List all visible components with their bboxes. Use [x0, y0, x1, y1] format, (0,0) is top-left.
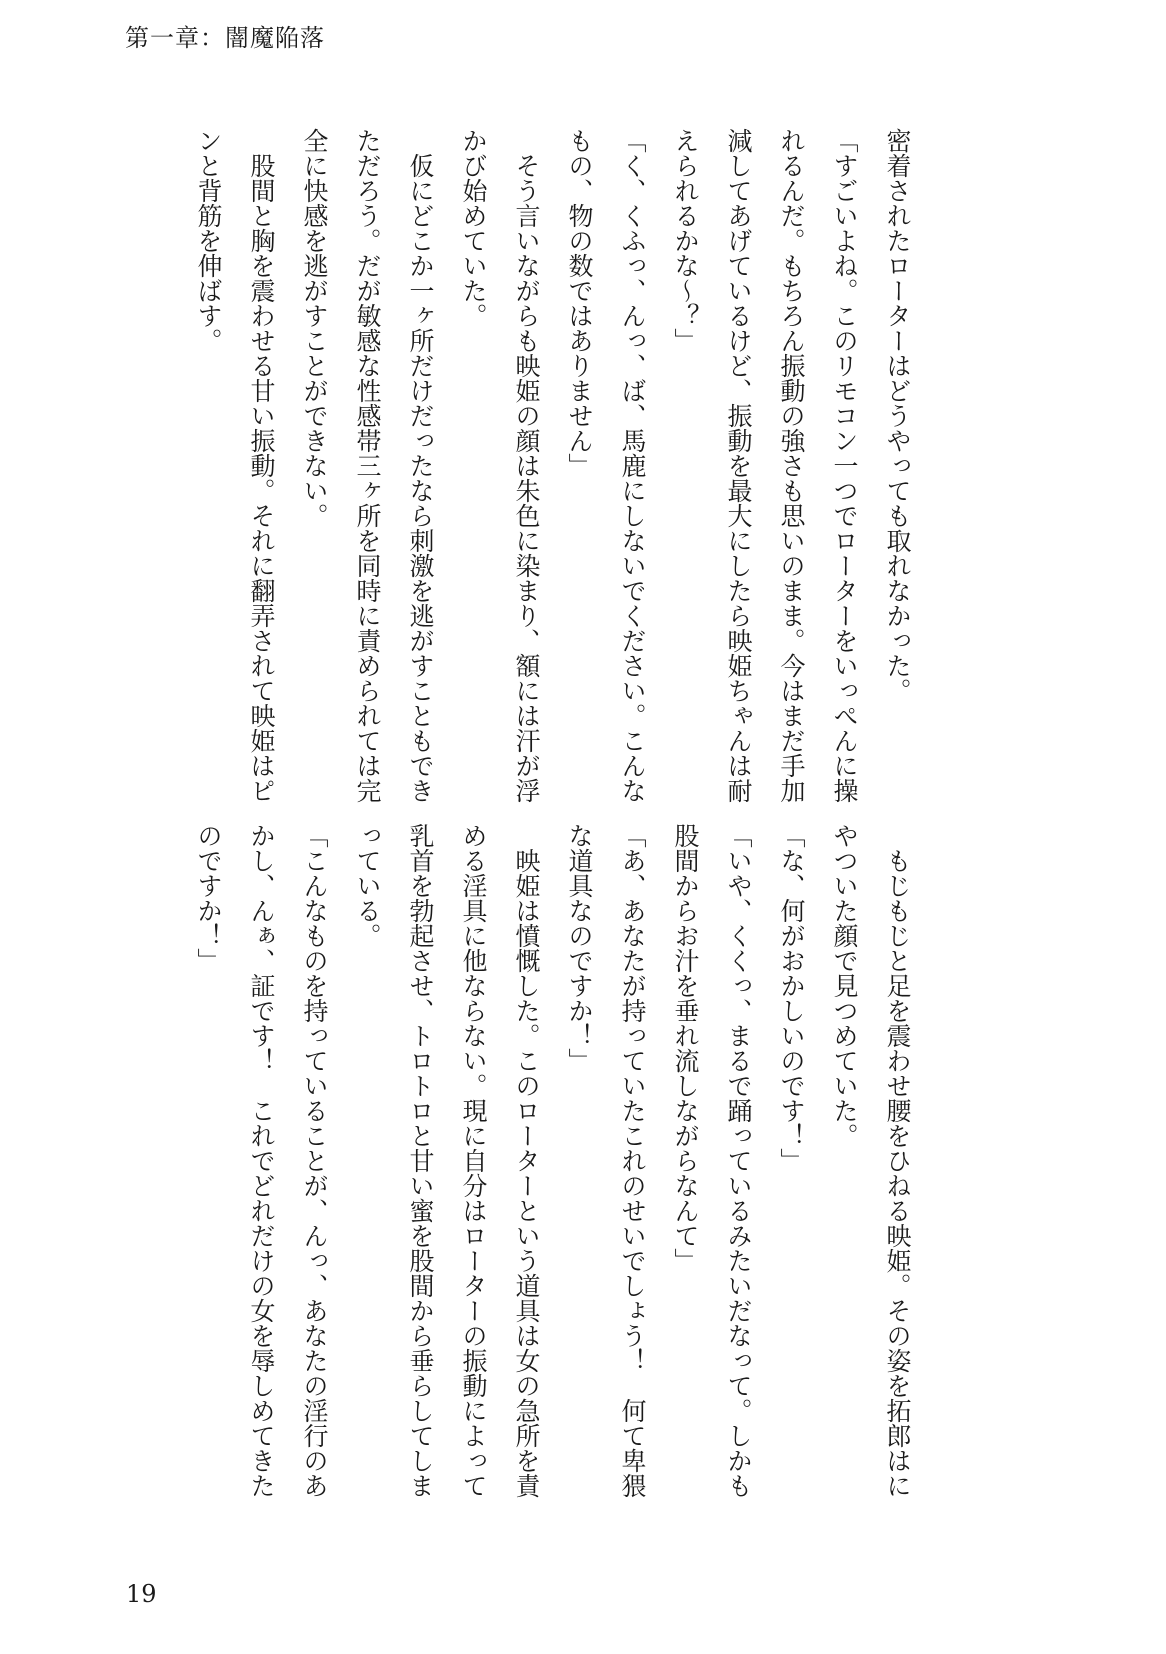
text-line: 「あ、あなたが持っていたこれのせいでしょう！ 何て卑猥	[618, 823, 647, 1498]
text-line: 「こんなものを持っていることが、んっ、あなたの淫行のあ	[300, 823, 329, 1498]
text-line: 「すごいよね。このリモコン一つでローターをいっぺんに操	[830, 128, 859, 803]
text-line: 乳首を勃起させ、トロトロと甘い蜜を股間から垂らしてしま	[406, 823, 435, 1498]
text-line: かし、んぁ、証です！ これでどれだけの女を辱しめてきた	[247, 823, 276, 1498]
text-line: のですか！」	[194, 823, 223, 973]
text-line: 「な、何がおかしいのです！」	[777, 823, 806, 1173]
text-line: もじもじと足を震わせ腰をひねる映姫。その姿を拓郎はに	[883, 848, 912, 1498]
text-line: れるんだ。もちろん振動の強さも思いのまま。今はまだ手加	[777, 128, 806, 803]
page-number: 19	[126, 1580, 157, 1608]
text-line: 仮にどこか一ヶ所だけだったなら刺激を逃がすこともでき	[406, 153, 435, 803]
text-line: 「く、くふっ、んっ、ば、馬鹿にしないでください。こんな	[618, 128, 647, 803]
text-line: もの、物の数ではありません」	[565, 128, 594, 478]
text-line: める淫具に他ならない。現に自分はローターの振動によって	[459, 823, 488, 1498]
text-line: ンと背筋を伸ばす。	[194, 128, 223, 353]
text-line: 密着されたローターはどうやっても取れなかった。	[883, 128, 912, 703]
text-line: えられるかな～？」	[671, 128, 700, 353]
text-line: な道具なのですか！」	[565, 823, 594, 1073]
text-line: ただろう。だが敏感な性感帯三ヶ所を同時に責められては完	[353, 128, 382, 803]
text-line: かび始めていた。	[459, 128, 488, 328]
text-line: 映姫は憤慨した。このローターという道具は女の急所を責	[512, 848, 541, 1498]
text-line: 全に快感を逃がすことができない。	[300, 128, 329, 528]
text-line: 股間と胸を震わせる甘い振動。それに翻弄されて映姫はピ	[247, 153, 276, 803]
text-line: 「いや、くくっ、まるで踊っているみたいだなって。しかも	[724, 823, 753, 1498]
text-line: 股間からお汁を垂れ流しながらなんて」	[671, 823, 700, 1273]
text-line: 減してあげているけど、振動を最大にしたら映姫ちゃんは耐	[724, 128, 753, 803]
text-line: そう言いながらも映姫の顔は朱色に染まり、額には汗が浮	[512, 153, 541, 803]
running-head: 第一章：闇魔陥落	[125, 24, 325, 52]
text-line: やついた顔で見つめていた。	[830, 823, 859, 1148]
text-line: っている。	[353, 823, 382, 948]
